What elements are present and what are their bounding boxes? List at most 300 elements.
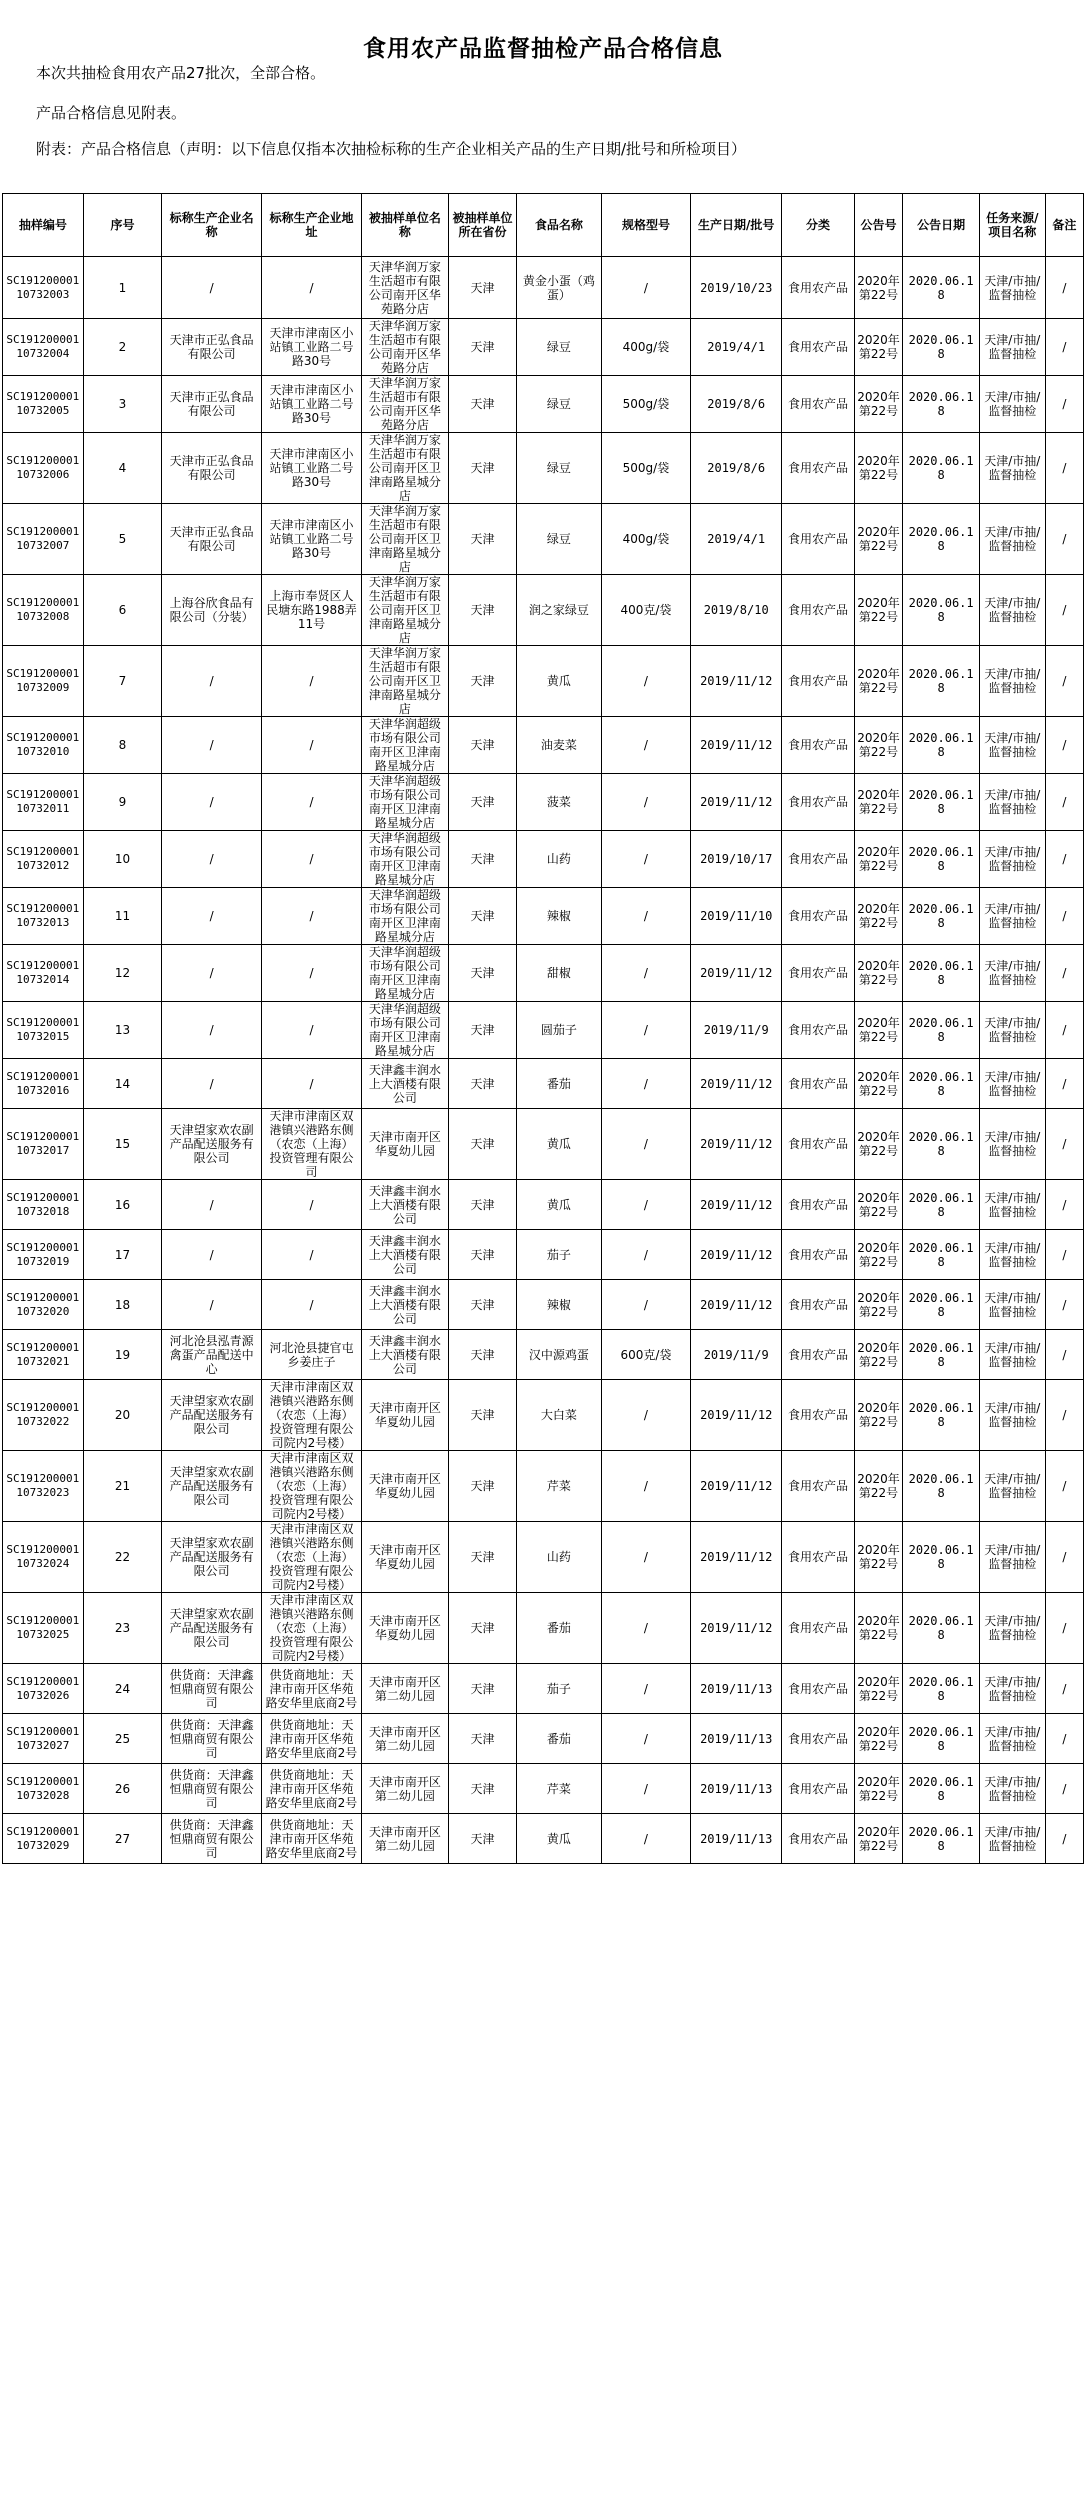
notice-number-cell: 2020年第22号 (854, 774, 903, 831)
intro-disclaimer: 附表：产品合格信息（声明：以下信息仅指本次抽检标称的生产企业相关产品的生产日期/批号和所检项目） (36, 140, 747, 158)
spec-cell: / (601, 774, 690, 831)
sample-id-cell: SC19120000110732017 (3, 1109, 84, 1180)
manufacturer-address-cell: 天津市津南区双港镇兴港路东侧（农恋（上海）投资管理有限公司院内2号楼） (262, 1451, 362, 1522)
table-row (3, 646, 1084, 717)
task-source-cell: 天津/市抽/监督抽检 (979, 1059, 1045, 1109)
manufacturer-cell: 天津市正弘食品有限公司 (162, 433, 262, 504)
sampled-unit-cell: 天津鑫丰润水上大酒楼有限公司 (361, 1230, 448, 1280)
manufacturer-cell: / (162, 1180, 262, 1230)
notice-number-cell: 2020年第22号 (854, 1451, 903, 1522)
food-name-cell: 圆茄子 (516, 1002, 601, 1059)
category-cell: 食用农产品 (782, 1664, 854, 1714)
header-sampled-unit: 被抽样单位名称 (361, 194, 448, 257)
manufacturer-address-cell: / (262, 1280, 362, 1330)
category-cell: 食用农产品 (782, 646, 854, 717)
index-cell: 25 (83, 1714, 162, 1764)
category-cell: 食用农产品 (782, 376, 854, 433)
remarks-cell: / (1045, 888, 1083, 945)
category-cell: 食用农产品 (782, 1002, 854, 1059)
table-row (3, 1230, 1084, 1280)
food-name-cell: 绿豆 (516, 376, 601, 433)
notice-number-cell: 2020年第22号 (854, 945, 903, 1002)
page-title: 食用农产品监督抽检产品合格信息 (363, 36, 723, 62)
sampled-unit-cell: 天津华润超级市场有限公司南开区卫津南路星城分店 (361, 717, 448, 774)
province-cell: 天津 (448, 717, 516, 774)
notice-date-cell: 2020.06.18 (903, 888, 979, 945)
table-row (3, 945, 1084, 1002)
manufacturer-address-cell: 供货商地址：天津市南开区华苑路安华里底商2号 (262, 1664, 362, 1714)
task-source-cell: 天津/市抽/监督抽检 (979, 1330, 1045, 1380)
task-source-cell: 天津/市抽/监督抽检 (979, 1714, 1045, 1764)
task-source-cell: 天津/市抽/监督抽检 (979, 1764, 1045, 1814)
manufacturer-address-cell: / (262, 1230, 362, 1280)
table-row (3, 433, 1084, 504)
production-date-cell: 2019/4/1 (691, 504, 782, 575)
food-name-cell: 芹菜 (516, 1764, 601, 1814)
manufacturer-cell: / (162, 1280, 262, 1330)
task-source-cell: 天津/市抽/监督抽检 (979, 717, 1045, 774)
manufacturer-cell: 供货商：天津鑫恒鼎商贸有限公司 (162, 1764, 262, 1814)
production-date-cell: 2019/11/12 (691, 774, 782, 831)
manufacturer-address-cell: / (262, 774, 362, 831)
remarks-cell: / (1045, 575, 1083, 646)
index-cell: 2 (83, 319, 162, 376)
task-source-cell: 天津/市抽/监督抽检 (979, 1814, 1045, 1864)
task-source-cell: 天津/市抽/监督抽检 (979, 1109, 1045, 1180)
production-date-cell: 2019/11/12 (691, 1593, 782, 1664)
remarks-cell: / (1045, 1664, 1083, 1714)
task-source-cell: 天津/市抽/监督抽检 (979, 376, 1045, 433)
manufacturer-cell: 上海谷欣食品有限公司（分装） (162, 575, 262, 646)
task-source-cell: 天津/市抽/监督抽检 (979, 1380, 1045, 1451)
remarks-cell: / (1045, 1764, 1083, 1814)
production-date-cell: 2019/11/12 (691, 1380, 782, 1451)
category-cell: 食用农产品 (782, 831, 854, 888)
notice-number-cell: 2020年第22号 (854, 1764, 903, 1814)
food-name-cell: 茄子 (516, 1230, 601, 1280)
sampled-unit-cell: 天津市南开区华夏幼儿园 (361, 1380, 448, 1451)
table-row (3, 1180, 1084, 1230)
manufacturer-cell: / (162, 1230, 262, 1280)
header-production-date: 生产日期/批号 (691, 194, 782, 257)
manufacturer-cell: 天津望家欢农副产品配送服务有限公司 (162, 1593, 262, 1664)
notice-date-cell: 2020.06.18 (903, 717, 979, 774)
province-cell: 天津 (448, 319, 516, 376)
manufacturer-cell: 天津望家欢农副产品配送服务有限公司 (162, 1380, 262, 1451)
production-date-cell: 2019/11/9 (691, 1002, 782, 1059)
task-source-cell: 天津/市抽/监督抽检 (979, 1664, 1045, 1714)
remarks-cell: / (1045, 717, 1083, 774)
notice-number-cell: 2020年第22号 (854, 1814, 903, 1864)
spec-cell: / (601, 1814, 690, 1864)
manufacturer-address-cell: / (262, 1002, 362, 1059)
manufacturer-cell: 天津望家欢农副产品配送服务有限公司 (162, 1451, 262, 1522)
notice-number-cell: 2020年第22号 (854, 1230, 903, 1280)
task-source-cell: 天津/市抽/监督抽检 (979, 646, 1045, 717)
remarks-cell: / (1045, 646, 1083, 717)
spec-cell: 500g/袋 (601, 376, 690, 433)
province-cell: 天津 (448, 1330, 516, 1380)
sampled-unit-cell: 天津华润超级市场有限公司南开区卫津南路星城分店 (361, 831, 448, 888)
sample-id-cell: SC19120000110732023 (3, 1451, 84, 1522)
manufacturer-address-cell: 供货商地址：天津市南开区华苑路安华里底商2号 (262, 1714, 362, 1764)
table-row (3, 1380, 1084, 1451)
food-name-cell: 番茄 (516, 1714, 601, 1764)
task-source-cell: 天津/市抽/监督抽检 (979, 1002, 1045, 1059)
index-cell: 1 (83, 257, 162, 319)
task-source-cell: 天津/市抽/监督抽检 (979, 1451, 1045, 1522)
notice-date-cell: 2020.06.18 (903, 1764, 979, 1814)
header-notice-date: 公告日期 (903, 194, 979, 257)
province-cell: 天津 (448, 1280, 516, 1330)
index-cell: 10 (83, 831, 162, 888)
notice-date-cell: 2020.06.18 (903, 1451, 979, 1522)
index-cell: 27 (83, 1814, 162, 1864)
manufacturer-address-cell: 河北沧县捷官屯乡姜庄子 (262, 1330, 362, 1380)
food-name-cell: 绿豆 (516, 433, 601, 504)
food-name-cell: 汉中源鸡蛋 (516, 1330, 601, 1380)
task-source-cell: 天津/市抽/监督抽检 (979, 1230, 1045, 1280)
notice-number-cell: 2020年第22号 (854, 1109, 903, 1180)
sample-id-cell: SC19120000110732015 (3, 1002, 84, 1059)
food-name-cell: 山药 (516, 1522, 601, 1593)
table-row (3, 1109, 1084, 1180)
remarks-cell: / (1045, 774, 1083, 831)
notice-number-cell: 2020年第22号 (854, 1059, 903, 1109)
province-cell: 天津 (448, 831, 516, 888)
manufacturer-address-cell: 天津市津南区小站镇工业路二号路30号 (262, 433, 362, 504)
notice-date-cell: 2020.06.18 (903, 1230, 979, 1280)
sample-id-cell: SC19120000110732019 (3, 1230, 84, 1280)
province-cell: 天津 (448, 1593, 516, 1664)
manufacturer-address-cell: 供货商地址：天津市南开区华苑路安华里底商2号 (262, 1814, 362, 1864)
production-date-cell: 2019/11/13 (691, 1714, 782, 1764)
sampled-unit-cell: 天津华润万家生活超市有限公司南开区卫津南路星城分店 (361, 646, 448, 717)
spec-cell: / (601, 1109, 690, 1180)
province-cell: 天津 (448, 1380, 516, 1451)
category-cell: 食用农产品 (782, 1109, 854, 1180)
production-date-cell: 2019/4/1 (691, 319, 782, 376)
manufacturer-address-cell: 天津市津南区小站镇工业路二号路30号 (262, 376, 362, 433)
category-cell: 食用农产品 (782, 1714, 854, 1764)
table-row (3, 717, 1084, 774)
task-source-cell: 天津/市抽/监督抽检 (979, 433, 1045, 504)
manufacturer-cell: 供货商：天津鑫恒鼎商贸有限公司 (162, 1714, 262, 1764)
production-date-cell: 2019/11/12 (691, 646, 782, 717)
food-name-cell: 黄瓜 (516, 646, 601, 717)
intro-summary: 本次共抽检食用农产品27批次，全部合格。 (36, 64, 326, 82)
notice-date-cell: 2020.06.18 (903, 433, 979, 504)
province-cell: 天津 (448, 433, 516, 504)
food-name-cell: 润之家绿豆 (516, 575, 601, 646)
table-row (3, 504, 1084, 575)
production-date-cell: 2019/10/23 (691, 257, 782, 319)
sampled-unit-cell: 天津华润万家生活超市有限公司南开区华苑路分店 (361, 376, 448, 433)
remarks-cell: / (1045, 831, 1083, 888)
index-cell: 24 (83, 1664, 162, 1714)
food-name-cell: 黄瓜 (516, 1814, 601, 1864)
province-cell: 天津 (448, 945, 516, 1002)
remarks-cell: / (1045, 1002, 1083, 1059)
manufacturer-address-cell: 天津市津南区双港镇兴港路东侧（农恋（上海）投资管理有限公司院内2号楼） (262, 1593, 362, 1664)
spec-cell: / (601, 1180, 690, 1230)
spec-cell: 400克/袋 (601, 575, 690, 646)
table-row (3, 376, 1084, 433)
header-manufacturer-address: 标称生产企业地址 (262, 194, 362, 257)
category-cell: 食用农产品 (782, 888, 854, 945)
sampled-unit-cell: 天津市南开区第二幼儿园 (361, 1714, 448, 1764)
manufacturer-address-cell: 天津市津南区小站镇工业路二号路30号 (262, 319, 362, 376)
notice-number-cell: 2020年第22号 (854, 1380, 903, 1451)
remarks-cell: / (1045, 1109, 1083, 1180)
notice-number-cell: 2020年第22号 (854, 376, 903, 433)
sample-id-cell: SC19120000110732029 (3, 1814, 84, 1864)
sample-id-cell: SC19120000110732024 (3, 1522, 84, 1593)
notice-date-cell: 2020.06.18 (903, 1522, 979, 1593)
production-date-cell: 2019/11/12 (691, 1109, 782, 1180)
province-cell: 天津 (448, 1522, 516, 1593)
notice-date-cell: 2020.06.18 (903, 575, 979, 646)
food-name-cell: 油麦菜 (516, 717, 601, 774)
task-source-cell: 天津/市抽/监督抽检 (979, 257, 1045, 319)
index-cell: 4 (83, 433, 162, 504)
spec-cell: / (601, 717, 690, 774)
manufacturer-address-cell: 天津市津南区小站镇工业路二号路30号 (262, 504, 362, 575)
sampled-unit-cell: 天津华润超级市场有限公司南开区卫津南路星城分店 (361, 888, 448, 945)
manufacturer-cell: 天津市正弘食品有限公司 (162, 376, 262, 433)
food-name-cell: 甜椒 (516, 945, 601, 1002)
province-cell: 天津 (448, 1664, 516, 1714)
task-source-cell: 天津/市抽/监督抽检 (979, 504, 1045, 575)
remarks-cell: / (1045, 1593, 1083, 1664)
category-cell: 食用农产品 (782, 1593, 854, 1664)
production-date-cell: 2019/10/17 (691, 831, 782, 888)
remarks-cell: / (1045, 433, 1083, 504)
category-cell: 食用农产品 (782, 945, 854, 1002)
sample-id-cell: SC19120000110732020 (3, 1280, 84, 1330)
manufacturer-address-cell: / (262, 717, 362, 774)
province-cell: 天津 (448, 888, 516, 945)
production-date-cell: 2019/11/10 (691, 888, 782, 945)
sample-id-cell: SC19120000110732005 (3, 376, 84, 433)
spec-cell: 400g/袋 (601, 319, 690, 376)
index-cell: 8 (83, 717, 162, 774)
food-name-cell: 辣椒 (516, 888, 601, 945)
sample-id-cell: SC19120000110732025 (3, 1593, 84, 1664)
category-cell: 食用农产品 (782, 1380, 854, 1451)
production-date-cell: 2019/11/12 (691, 1522, 782, 1593)
intro-note: 产品合格信息见附表。 (36, 104, 187, 122)
remarks-cell: / (1045, 1451, 1083, 1522)
table-row (3, 1714, 1084, 1764)
production-date-cell: 2019/11/12 (691, 1180, 782, 1230)
category-cell: 食用农产品 (782, 1280, 854, 1330)
food-name-cell: 黄金小蛋（鸡蛋） (516, 257, 601, 319)
sampled-unit-cell: 天津鑫丰润水上大酒楼有限公司 (361, 1059, 448, 1109)
remarks-cell: / (1045, 1714, 1083, 1764)
table-header-row (3, 194, 1084, 257)
table-row (3, 575, 1084, 646)
spec-cell: / (601, 1593, 690, 1664)
task-source-cell: 天津/市抽/监督抽检 (979, 945, 1045, 1002)
notice-date-cell: 2020.06.18 (903, 1180, 979, 1230)
spec-cell: 600克/袋 (601, 1330, 690, 1380)
production-date-cell: 2019/11/12 (691, 1230, 782, 1280)
manufacturer-cell: 天津市正弘食品有限公司 (162, 319, 262, 376)
production-date-cell: 2019/11/13 (691, 1814, 782, 1864)
category-cell: 食用农产品 (782, 774, 854, 831)
notice-number-cell: 2020年第22号 (854, 257, 903, 319)
task-source-cell: 天津/市抽/监督抽检 (979, 1180, 1045, 1230)
notice-date-cell: 2020.06.18 (903, 1593, 979, 1664)
food-name-cell: 菠菜 (516, 774, 601, 831)
production-date-cell: 2019/11/9 (691, 1330, 782, 1380)
manufacturer-cell: / (162, 257, 262, 319)
sampled-unit-cell: 天津华润超级市场有限公司南开区卫津南路星城分店 (361, 945, 448, 1002)
index-cell: 13 (83, 1002, 162, 1059)
spec-cell: 500g/袋 (601, 433, 690, 504)
category-cell: 食用农产品 (782, 717, 854, 774)
task-source-cell: 天津/市抽/监督抽检 (979, 774, 1045, 831)
notice-number-cell: 2020年第22号 (854, 1002, 903, 1059)
sample-id-cell: SC19120000110732009 (3, 646, 84, 717)
notice-number-cell: 2020年第22号 (854, 575, 903, 646)
task-source-cell: 天津/市抽/监督抽检 (979, 831, 1045, 888)
index-cell: 7 (83, 646, 162, 717)
province-cell: 天津 (448, 1814, 516, 1864)
index-cell: 9 (83, 774, 162, 831)
task-source-cell: 天津/市抽/监督抽检 (979, 1280, 1045, 1330)
table-row (3, 319, 1084, 376)
manufacturer-cell: 河北沧县泓青源禽蛋产品配送中心 (162, 1330, 262, 1380)
sample-id-cell: SC19120000110732003 (3, 257, 84, 319)
manufacturer-address-cell: / (262, 1059, 362, 1109)
province-cell: 天津 (448, 1764, 516, 1814)
sampled-unit-cell: 天津市南开区第二幼儿园 (361, 1764, 448, 1814)
remarks-cell: / (1045, 1522, 1083, 1593)
index-cell: 15 (83, 1109, 162, 1180)
food-name-cell: 大白菜 (516, 1380, 601, 1451)
manufacturer-cell: / (162, 831, 262, 888)
index-cell: 3 (83, 376, 162, 433)
notice-date-cell: 2020.06.18 (903, 1109, 979, 1180)
province-cell: 天津 (448, 646, 516, 717)
province-cell: 天津 (448, 1230, 516, 1280)
index-cell: 14 (83, 1059, 162, 1109)
remarks-cell: / (1045, 1180, 1083, 1230)
table-row (3, 257, 1084, 319)
header-food-name: 食品名称 (516, 194, 601, 257)
spec-cell: 400g/袋 (601, 504, 690, 575)
header-remarks: 备注 (1045, 194, 1083, 257)
sampled-unit-cell: 天津市南开区华夏幼儿园 (361, 1522, 448, 1593)
notice-number-cell: 2020年第22号 (854, 319, 903, 376)
header-index: 序号 (83, 194, 162, 257)
province-cell: 天津 (448, 1180, 516, 1230)
index-cell: 22 (83, 1522, 162, 1593)
index-cell: 23 (83, 1593, 162, 1664)
manufacturer-cell: / (162, 888, 262, 945)
spec-cell: / (601, 1230, 690, 1280)
production-date-cell: 2019/8/10 (691, 575, 782, 646)
sampled-unit-cell: 天津鑫丰润水上大酒楼有限公司 (361, 1180, 448, 1230)
index-cell: 19 (83, 1330, 162, 1380)
header-manufacturer: 标称生产企业名称 (162, 194, 262, 257)
category-cell: 食用农产品 (782, 319, 854, 376)
spec-cell: / (601, 1522, 690, 1593)
remarks-cell: / (1045, 1380, 1083, 1451)
index-cell: 5 (83, 504, 162, 575)
production-date-cell: 2019/11/12 (691, 1280, 782, 1330)
manufacturer-address-cell: 供货商地址：天津市南开区华苑路安华里底商2号 (262, 1764, 362, 1814)
manufacturer-address-cell: / (262, 831, 362, 888)
category-cell: 食用农产品 (782, 1764, 854, 1814)
notice-number-cell: 2020年第22号 (854, 1593, 903, 1664)
spec-cell: / (601, 1059, 690, 1109)
province-cell: 天津 (448, 575, 516, 646)
spec-cell: / (601, 1664, 690, 1714)
production-date-cell: 2019/11/13 (691, 1764, 782, 1814)
sampled-unit-cell: 天津华润超级市场有限公司南开区卫津南路星城分店 (361, 1002, 448, 1059)
index-cell: 20 (83, 1380, 162, 1451)
manufacturer-address-cell: / (262, 1180, 362, 1230)
notice-number-cell: 2020年第22号 (854, 1280, 903, 1330)
notice-date-cell: 2020.06.18 (903, 376, 979, 433)
province-cell: 天津 (448, 504, 516, 575)
task-source-cell: 天津/市抽/监督抽检 (979, 888, 1045, 945)
table-row (3, 1593, 1084, 1664)
notice-number-cell: 2020年第22号 (854, 646, 903, 717)
table-row (3, 1330, 1084, 1380)
notice-date-cell: 2020.06.18 (903, 257, 979, 319)
production-date-cell: 2019/11/12 (691, 717, 782, 774)
sample-id-cell: SC19120000110732027 (3, 1714, 84, 1764)
index-cell: 12 (83, 945, 162, 1002)
category-cell: 食用农产品 (782, 1814, 854, 1864)
manufacturer-address-cell: 天津市津南区双港镇兴港路东侧（农恋（上海）投资管理有限公司院内2号楼） (262, 1380, 362, 1451)
sample-id-cell: SC19120000110732008 (3, 575, 84, 646)
header-province: 被抽样单位所在省份 (448, 194, 516, 257)
notice-number-cell: 2020年第22号 (854, 1664, 903, 1714)
food-name-cell: 辣椒 (516, 1280, 601, 1330)
manufacturer-cell: 天津市正弘食品有限公司 (162, 504, 262, 575)
task-source-cell: 天津/市抽/监督抽检 (979, 319, 1045, 376)
spec-cell: / (601, 945, 690, 1002)
category-cell: 食用农产品 (782, 1180, 854, 1230)
category-cell: 食用农产品 (782, 1522, 854, 1593)
category-cell: 食用农产品 (782, 575, 854, 646)
manufacturer-address-cell: / (262, 257, 362, 319)
manufacturer-cell: / (162, 1059, 262, 1109)
notice-date-cell: 2020.06.18 (903, 319, 979, 376)
sampled-unit-cell: 天津市南开区华夏幼儿园 (361, 1451, 448, 1522)
spec-cell: / (601, 1714, 690, 1764)
index-cell: 6 (83, 575, 162, 646)
remarks-cell: / (1045, 319, 1083, 376)
sample-id-cell: SC19120000110732028 (3, 1764, 84, 1814)
food-name-cell: 绿豆 (516, 319, 601, 376)
spec-cell: / (601, 1764, 690, 1814)
table-row (3, 1664, 1084, 1714)
sampled-unit-cell: 天津华润万家生活超市有限公司南开区华苑路分店 (361, 319, 448, 376)
table-row (3, 1059, 1084, 1109)
notice-date-cell: 2020.06.18 (903, 774, 979, 831)
production-date-cell: 2019/11/12 (691, 1451, 782, 1522)
production-date-cell: 2019/8/6 (691, 433, 782, 504)
sample-id-cell: SC19120000110732007 (3, 504, 84, 575)
notice-number-cell: 2020年第22号 (854, 831, 903, 888)
index-cell: 21 (83, 1451, 162, 1522)
